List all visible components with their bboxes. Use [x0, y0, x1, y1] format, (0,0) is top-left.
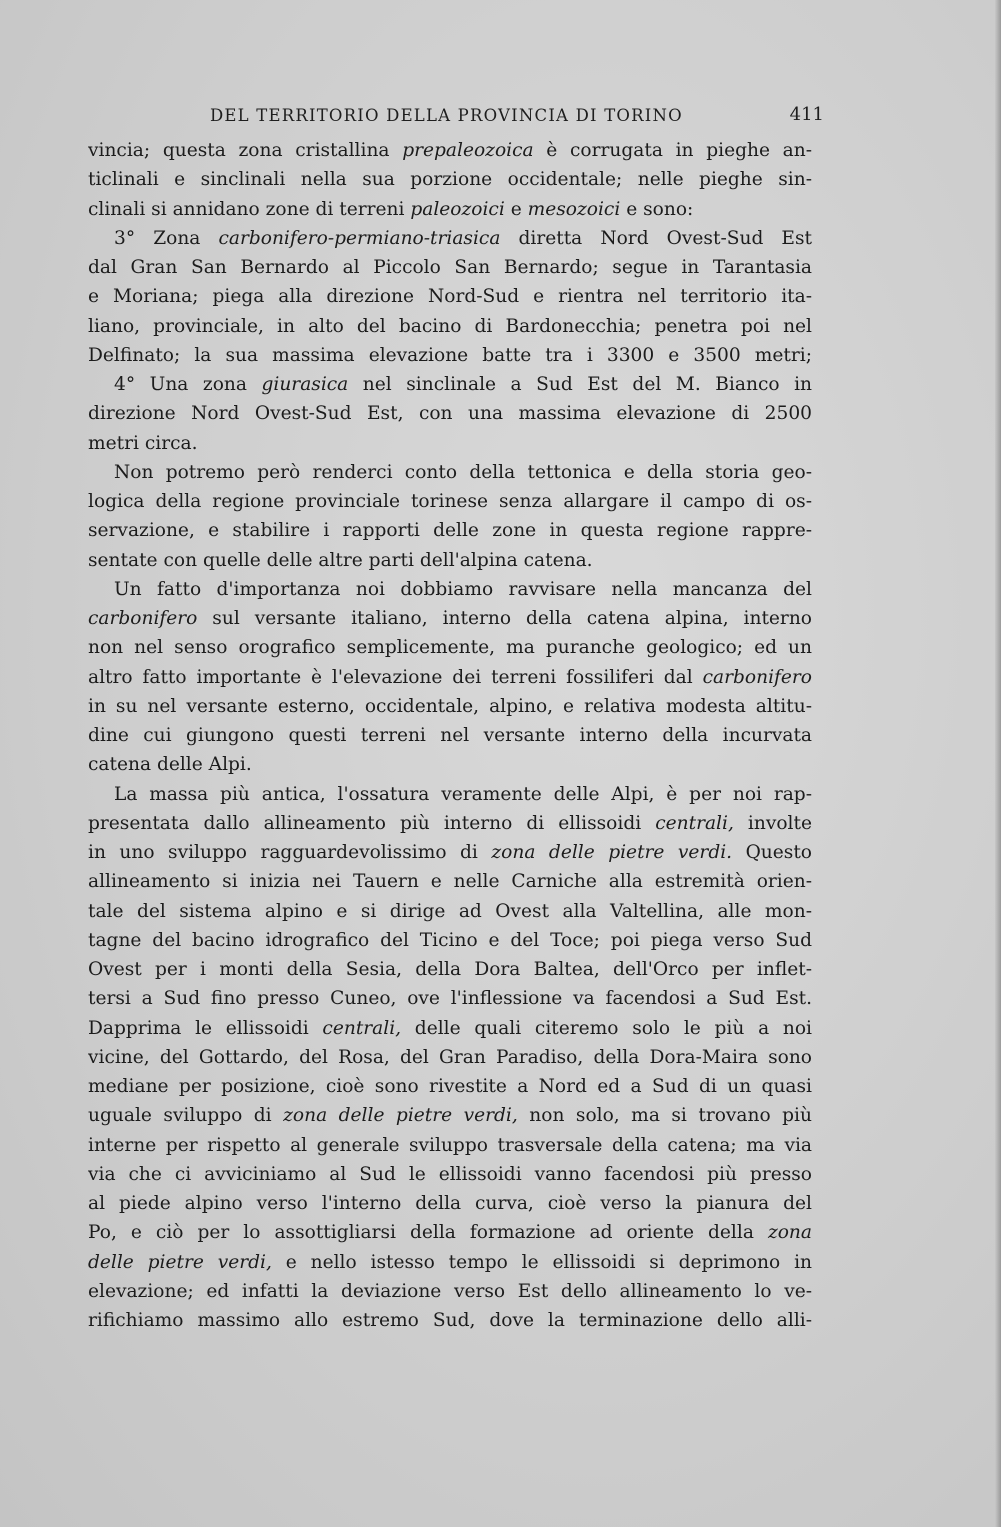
text-line — [88, 575, 812, 604]
text-line — [88, 721, 812, 750]
text-segment: metri circa. — [88, 432, 198, 454]
text-line — [88, 926, 812, 955]
text-segment: sul versante italiano, interno della catena alpina, interno — [197, 608, 812, 629]
italic-term: paleozoici — [410, 198, 505, 220]
text-segment: elevazione; ed infatti la deviazione verso Est dello allineamento lo ve- — [88, 1280, 812, 1302]
text-segment: tagne del bacino idrografico del Ticino e del Toce; poi piega verso Sud — [88, 929, 812, 951]
text-segment: e nello istesso tempo le ellissoidi si deprimono in — [271, 1251, 812, 1273]
text-segment: Dapprima le ellissoidi — [88, 1017, 323, 1039]
text-segment: rifichiamo massimo allo estremo Sud, dove la terminazione dello alli- — [88, 1310, 812, 1331]
text-segment: vincia; questa zona cristallina — [88, 140, 403, 161]
text-line — [88, 1131, 812, 1160]
text-line — [88, 224, 812, 253]
italic-term: prepaleozoica — [402, 140, 534, 161]
text-line — [88, 282, 812, 311]
text-line — [88, 341, 812, 370]
text-line — [88, 984, 812, 1013]
text-segment: non solo, ma si trovano più — [517, 1105, 812, 1127]
italic-term: giurasica — [261, 374, 349, 395]
text-line — [88, 195, 812, 224]
text-segment: diretta Nord Ovest-Sud Est — [500, 227, 812, 249]
text-segment: Delfinato; la sua massima elevazione batte tra i 3300 e 3500 metri; — [88, 344, 812, 366]
text-segment: Non potremo però renderci conto della tettonica e della storia geo- — [114, 461, 812, 483]
text-segment: 3° Zona — [114, 227, 219, 249]
text-segment: al piede alpino verso l'interno della curva, cioè verso la pianura del — [88, 1193, 812, 1214]
text-segment: dal Gran San Bernardo al Piccolo San Bernardo; segue in Tarantasia — [88, 257, 812, 278]
text-segment: e — [504, 198, 528, 220]
text-segment: altro fatto importante è l'elevazione dei terreni fossiliferi dal — [88, 666, 703, 688]
text-line — [88, 1218, 812, 1247]
text-line — [88, 312, 812, 341]
text-line — [88, 458, 812, 487]
text-segment: La massa più antica, l'ossatura veramente delle Alpi, è per noi rap- — [114, 783, 812, 805]
text-line — [88, 165, 812, 194]
text-line — [88, 1160, 812, 1189]
text-line — [88, 809, 812, 838]
text-line — [88, 663, 812, 692]
page-number: 411 — [789, 104, 824, 125]
text-line — [88, 1277, 812, 1306]
text-segment: servazione, e stabilire i rapporti delle zone in questa regione rappre- — [88, 520, 812, 542]
text-segment: logica della regione provinciale torinese senza allargare il campo di os- — [88, 491, 812, 512]
body-text — [88, 136, 812, 1335]
page-edge-shadow — [995, 0, 1001, 1527]
text-line — [88, 1043, 812, 1072]
text-segment: in su nel versante esterno, occidentale, alpino, e relativa modesta altitu- — [88, 695, 812, 717]
text-line — [88, 692, 812, 721]
italic-term: centrali, — [655, 812, 734, 834]
text-line — [88, 487, 812, 516]
text-segment: delle quali citeremo solo le più a noi — [401, 1017, 812, 1039]
text-segment: allineamento si inizia nei Tauern e nelle Carniche alla estremità orien- — [88, 871, 812, 893]
text-line — [88, 399, 812, 428]
text-line — [88, 867, 812, 896]
italic-term: carbonifero — [88, 608, 198, 629]
text-line — [88, 1189, 812, 1218]
text-segment: Po, e ciò per lo assottigliarsi della formazione ad oriente della — [88, 1222, 768, 1244]
text-line — [88, 780, 812, 809]
text-line — [88, 136, 812, 165]
text-segment: Un fatto d'importanza noi dobbiamo ravvisare nella mancanza del — [114, 578, 812, 600]
italic-term: zona delle pietre verdi. — [491, 842, 733, 863]
text-segment: involte — [733, 812, 812, 834]
text-line — [88, 1101, 812, 1130]
text-line — [88, 1072, 812, 1101]
text-segment: mediane per posizione, cioè sono rivestite a Nord ed a Sud di un quasi — [88, 1076, 812, 1097]
text-segment: sentate con quelle delle altre parti dell'alpina catena. — [88, 549, 593, 571]
text-line — [88, 1248, 812, 1277]
text-segment: liano, provinciale, in alto del bacino di Bardonecchia; penetra poi nel — [88, 315, 812, 337]
text-line — [88, 429, 812, 458]
text-segment: presentata dallo allineamento più interno di ellissoidi — [88, 812, 656, 834]
italic-term: delle pietre verdi, — [88, 1251, 272, 1273]
text-segment: è corrugata in pieghe an- — [533, 140, 812, 161]
text-line — [88, 633, 812, 662]
text-line — [88, 604, 812, 633]
text-line — [88, 1014, 812, 1043]
text-segment: non nel senso orografico semplicemente, ma puranche geologico; ed un — [88, 637, 812, 659]
text-line — [88, 750, 812, 779]
italic-term: mesozoici — [527, 198, 621, 220]
text-segment: tale del sistema alpino e si dirige ad Ovest alla Valtellina, alle mon- — [88, 900, 812, 922]
text-segment: uguale sviluppo di — [88, 1105, 284, 1127]
text-line — [88, 1306, 812, 1335]
page-header — [88, 104, 824, 132]
text-segment: 4° Una zona — [114, 374, 262, 395]
text-line — [88, 838, 812, 867]
text-line — [88, 955, 812, 984]
text-segment: dine cui giungono questi terreni nel versante interno della incurvata — [88, 725, 812, 746]
text-line — [88, 253, 812, 282]
text-segment: Ovest per i monti della Sesia, della Dora Baltea, dell'Orco per inflet- — [88, 959, 812, 980]
text-line — [88, 370, 812, 399]
text-segment: Questo — [732, 842, 812, 863]
italic-term: centrali, — [322, 1017, 402, 1039]
text-line — [88, 516, 812, 545]
text-line — [88, 546, 812, 575]
text-line — [88, 897, 812, 926]
text-segment: in uno sviluppo ragguardevolissimo di — [88, 842, 492, 863]
text-segment: vicine, del Gottardo, del Rosa, del Gran Paradiso, della Dora-Maira sono — [88, 1046, 812, 1068]
text-segment: clinali si annidano zone di terreni — [88, 198, 411, 220]
italic-term: zona — [767, 1222, 812, 1244]
text-segment: nel sinclinale a Sud Est del M. Bianco in — [348, 374, 812, 395]
italic-term: carbonifero-permiano-triasica — [218, 227, 501, 249]
text-segment: interne per rispetto al generale sviluppo trasversale della catena; ma via — [88, 1134, 812, 1156]
text-segment: e Moriana; piega alla direzione Nord-Sud e rientra nel territorio ita- — [88, 286, 812, 308]
text-segment: ticlinali e sinclinali nella sua porzione occidentale; nelle pieghe sin- — [88, 169, 812, 191]
text-segment: tersi a Sud fino presso Cuneo, ove l'inflessione va facendosi a Sud Est. — [88, 988, 812, 1010]
italic-term: zona delle pietre verdi, — [283, 1105, 518, 1127]
text-segment: direzione Nord Ovest-Sud Est, con una massima elevazione di 2500 — [88, 403, 812, 425]
text-segment: e sono: — [620, 198, 694, 220]
italic-term: carbonifero — [702, 666, 812, 688]
text-segment: catena delle Alpi. — [88, 754, 252, 776]
text-segment: via che ci avviciniamo al Sud le ellissoidi vanno facendosi più presso — [88, 1163, 812, 1185]
running-head: DEL TERRITORIO DELLA PROVINCIA DI TORINO — [210, 106, 683, 125]
